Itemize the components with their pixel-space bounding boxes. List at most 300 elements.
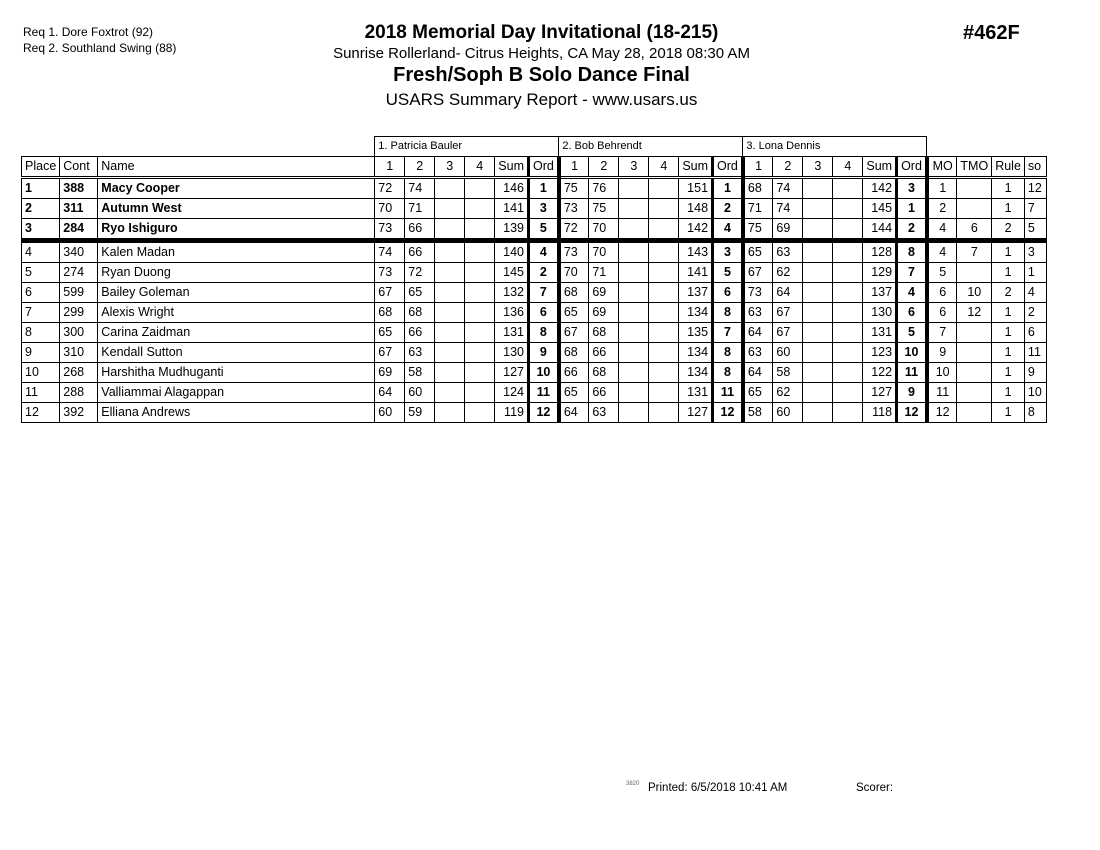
ordinal-cell: 6 [897,303,927,323]
sum-cell: 141 [495,199,529,219]
ordinal-cell: 6 [528,303,558,323]
col-so: so [1024,157,1046,178]
mo-cell: 4 [927,241,957,263]
venue-date: Sunrise Rollerland- Citrus Heights, CA May 28, 2018 08:30 AM [333,45,750,62]
rule-cell: 1 [992,263,1025,283]
contestant-number-cell: 310 [60,343,98,363]
sum-cell: 123 [863,343,897,363]
sum-cell: 127 [863,383,897,403]
score-cell [465,283,495,303]
event-title: Fresh/Soph B Solo Dance Final [393,64,690,86]
sum-cell: 130 [863,303,897,323]
score-cell [619,263,649,283]
score-cell [649,283,679,303]
rule-cell: 1 [992,303,1025,323]
col-judge2-ord: Ord [713,157,743,178]
score-cell: 72 [559,219,589,241]
score-cell [619,343,649,363]
table-row [22,199,1047,219]
ordinal-cell: 7 [528,283,558,303]
sum-cell: 134 [679,363,713,383]
score-cell [619,303,649,323]
sum-cell: 144 [863,219,897,241]
so-cell: 9 [1024,363,1046,383]
sum-cell: 131 [679,383,713,403]
score-cell: 65 [559,383,589,403]
score-cell [619,199,649,219]
score-cell: 59 [405,403,435,423]
sum-cell: 119 [495,403,529,423]
contestant-number-cell: 268 [60,363,98,383]
so-cell: 11 [1024,343,1046,363]
ordinal-cell: 4 [713,219,743,241]
skater-name-cell: Kalen Madan [98,241,375,263]
score-cell: 62 [773,383,803,403]
score-cell: 68 [375,303,405,323]
col-judge1-1: 1 [375,157,405,178]
ordinal-cell: 12 [528,403,558,423]
score-cell: 69 [375,363,405,383]
tmo-cell [957,403,992,423]
place-cell: 4 [22,241,60,263]
col-judge2-1: 1 [559,157,589,178]
score-cell [465,403,495,423]
score-cell [649,263,679,283]
score-cell: 73 [559,241,589,263]
contestant-number-cell: 311 [60,199,98,219]
sum-cell: 134 [679,343,713,363]
ordinal-cell: 9 [897,383,927,403]
score-cell [465,383,495,403]
ordinal-cell: 12 [897,403,927,423]
sum-cell: 129 [863,263,897,283]
sum-cell: 145 [495,263,529,283]
skater-name-cell: Macy Cooper [98,178,375,199]
score-cell [649,343,679,363]
ordinal-cell: 5 [713,263,743,283]
score-cell: 68 [743,178,773,199]
score-cell: 67 [375,283,405,303]
place-cell: 11 [22,383,60,403]
score-cell: 65 [743,383,773,403]
score-cell [833,241,863,263]
score-cell [435,178,465,199]
rule-cell: 1 [992,241,1025,263]
score-cell: 71 [743,199,773,219]
col-judge2-sum: Sum [679,157,713,178]
score-cell: 70 [375,199,405,219]
sum-cell: 135 [679,323,713,343]
score-cell [803,303,833,323]
sum-cell: 127 [495,363,529,383]
score-cell: 66 [559,363,589,383]
table-row [22,178,1047,199]
score-cell: 69 [589,283,619,303]
ordinal-cell: 2 [713,199,743,219]
sum-cell: 137 [679,283,713,303]
col-judge2-4: 4 [649,157,679,178]
contestant-number-cell: 340 [60,241,98,263]
score-cell [833,283,863,303]
ordinal-cell: 3 [528,199,558,219]
ordinal-cell: 4 [528,241,558,263]
score-cell: 67 [773,303,803,323]
rule-cell: 1 [992,199,1025,219]
skater-name-cell: Valliammai Alagappan [98,383,375,403]
score-cell [465,199,495,219]
col-judge3-2: 2 [773,157,803,178]
score-cell [435,323,465,343]
score-cell [619,323,649,343]
place-cell: 2 [22,199,60,219]
skater-name-cell: Ryo Ishiguro [98,219,375,241]
table-row [22,263,1047,283]
ordinal-cell: 11 [713,383,743,403]
score-cell: 63 [743,303,773,323]
score-cell: 66 [405,219,435,241]
score-cell: 64 [743,363,773,383]
sum-cell: 151 [679,178,713,199]
ordinal-cell: 11 [897,363,927,383]
col-judge3-4: 4 [833,157,863,178]
score-cell: 60 [773,343,803,363]
score-cell [435,219,465,241]
score-cell: 74 [773,199,803,219]
score-cell [803,263,833,283]
score-cell [833,178,863,199]
rule-cell: 1 [992,403,1025,423]
score-cell: 67 [743,263,773,283]
so-cell: 5 [1024,219,1046,241]
score-cell [435,363,465,383]
col-judge2-2: 2 [589,157,619,178]
table-row [22,363,1047,383]
sum-cell: 131 [863,323,897,343]
so-cell: 10 [1024,383,1046,403]
score-cell [619,363,649,383]
rule-cell: 1 [992,178,1025,199]
ordinal-cell: 2 [897,219,927,241]
contestant-number-cell: 284 [60,219,98,241]
score-cell [803,363,833,383]
ordinal-cell: 7 [713,323,743,343]
score-cell [649,383,679,403]
mo-cell: 6 [927,283,957,303]
score-cell [833,383,863,403]
score-cell [649,403,679,423]
mo-cell: 10 [927,363,957,383]
skater-name-cell: Carina Zaidman [98,323,375,343]
score-cell: 60 [405,383,435,403]
sum-cell: 136 [495,303,529,323]
table-row [22,219,1047,241]
mo-cell: 1 [927,178,957,199]
table-row [22,343,1047,363]
col-mo: MO [927,157,957,178]
sum-cell: 139 [495,219,529,241]
col-judge2-3: 3 [619,157,649,178]
score-cell [803,219,833,241]
tmo-cell: 6 [957,219,992,241]
ordinal-cell: 8 [897,241,927,263]
sum-cell: 142 [679,219,713,241]
score-cell: 65 [375,323,405,343]
table-row [22,323,1047,343]
ordinal-cell: 10 [528,363,558,383]
ordinal-cell: 2 [528,263,558,283]
ordinal-cell: 9 [528,343,558,363]
mo-cell: 5 [927,263,957,283]
table-row [22,241,1047,263]
col-judge3-sum: Sum [863,157,897,178]
sum-cell: 141 [679,263,713,283]
col-rule: Rule [992,157,1025,178]
score-cell: 67 [559,323,589,343]
ordinal-cell: 5 [897,323,927,343]
skater-name-cell: Kendall Sutton [98,343,375,363]
mo-cell: 9 [927,343,957,363]
score-cell [803,403,833,423]
sum-cell: 128 [863,241,897,263]
score-cell: 72 [375,178,405,199]
ordinal-cell: 11 [528,383,558,403]
score-cell [435,343,465,363]
so-cell: 4 [1024,283,1046,303]
score-cell: 70 [559,263,589,283]
tmo-cell [957,199,992,219]
rule-cell: 2 [992,219,1025,241]
scorer-label: Scorer: [856,782,894,794]
ordinal-cell: 3 [713,241,743,263]
score-cell [803,343,833,363]
ordinal-cell: 3 [897,178,927,199]
so-cell: 3 [1024,241,1046,263]
score-cell: 62 [773,263,803,283]
score-cell [465,323,495,343]
contestant-number-cell: 388 [60,178,98,199]
ordinal-cell: 4 [897,283,927,303]
score-cell: 66 [589,343,619,363]
score-cell [619,219,649,241]
score-cell: 66 [589,383,619,403]
sum-cell: 148 [679,199,713,219]
score-cell: 74 [773,178,803,199]
score-cell: 58 [405,363,435,383]
score-cell [435,241,465,263]
score-cell [649,323,679,343]
score-cell [649,178,679,199]
col-judge1-3: 3 [435,157,465,178]
score-cell [833,343,863,363]
score-cell: 71 [589,263,619,283]
place-cell: 12 [22,403,60,423]
col-judge3-1: 1 [743,157,773,178]
col-judge3-3: 3 [803,157,833,178]
score-cell [465,303,495,323]
rule-cell: 2 [992,283,1025,303]
so-cell: 2 [1024,303,1046,323]
so-cell: 7 [1024,199,1046,219]
tmo-cell [957,343,992,363]
so-cell: 12 [1024,178,1046,199]
judge-2: 2. Bob Behrendt [559,137,743,157]
score-cell: 68 [405,303,435,323]
score-cell: 68 [559,343,589,363]
score-cell [465,178,495,199]
score-cell: 75 [743,219,773,241]
score-cell: 64 [773,283,803,303]
sum-cell: 127 [679,403,713,423]
place-cell: 5 [22,263,60,283]
score-cell: 64 [743,323,773,343]
score-cell: 63 [773,241,803,263]
score-cell: 60 [375,403,405,423]
score-cell: 73 [559,199,589,219]
score-cell: 76 [589,178,619,199]
sum-cell: 130 [495,343,529,363]
col-tmo: TMO [957,157,992,178]
judge-1: 1. Patricia Bauler [375,137,559,157]
ordinal-cell: 10 [897,343,927,363]
sum-cell: 131 [495,323,529,343]
score-cell: 71 [405,199,435,219]
score-cell: 64 [375,383,405,403]
score-cell: 75 [559,178,589,199]
score-cell: 73 [375,219,405,241]
col-judge1-4: 4 [465,157,495,178]
score-cell [833,219,863,241]
table-row [22,383,1047,403]
so-cell: 8 [1024,403,1046,423]
mo-cell: 7 [927,323,957,343]
score-cell: 60 [773,403,803,423]
score-cell [465,363,495,383]
contestant-number-cell: 392 [60,403,98,423]
score-cell: 68 [589,323,619,343]
score-cell [833,303,863,323]
col-judge3-ord: Ord [897,157,927,178]
ordinal-cell: 1 [897,199,927,219]
score-cell [649,219,679,241]
place-cell: 9 [22,343,60,363]
score-cell: 65 [743,241,773,263]
score-cell [465,343,495,363]
place-cell: 3 [22,219,60,241]
score-cell: 73 [743,283,773,303]
score-cell: 58 [773,363,803,383]
contestant-number-cell: 599 [60,283,98,303]
score-cell: 74 [375,241,405,263]
sum-cell: 142 [863,178,897,199]
score-cell [435,199,465,219]
rule-cell: 1 [992,363,1025,383]
table-row [22,283,1047,303]
score-cell [649,241,679,263]
judges-row [22,137,1047,157]
score-cell [619,241,649,263]
table-row [22,403,1047,423]
mo-cell: 6 [927,303,957,323]
skater-name-cell: Harshitha Mudhuganti [98,363,375,383]
results-table [21,136,1047,423]
ordinal-cell: 5 [528,219,558,241]
score-cell [649,363,679,383]
col-judge1-2: 2 [405,157,435,178]
score-cell: 63 [743,343,773,363]
score-cell [465,219,495,241]
score-cell: 70 [589,241,619,263]
score-cell [435,283,465,303]
so-cell: 1 [1024,263,1046,283]
score-cell [435,383,465,403]
score-cell [619,403,649,423]
score-cell: 75 [589,199,619,219]
sum-cell: 137 [863,283,897,303]
skater-name-cell: Alexis Wright [98,303,375,323]
competition-title: 2018 Memorial Day Invitational (18-215) [364,22,719,43]
skater-name-cell: Ryan Duong [98,263,375,283]
score-cell: 58 [743,403,773,423]
ordinal-cell: 1 [713,178,743,199]
score-cell [833,363,863,383]
score-cell [833,403,863,423]
rule-cell: 1 [992,323,1025,343]
col-place: Place [22,157,60,178]
contestant-number-cell: 299 [60,303,98,323]
mo-cell: 12 [927,403,957,423]
sum-cell: 118 [863,403,897,423]
col-judge1-sum: Sum [495,157,529,178]
sum-cell: 143 [679,241,713,263]
score-cell [619,178,649,199]
mo-cell: 2 [927,199,957,219]
ordinal-cell: 7 [897,263,927,283]
event-number: #462F [963,22,1020,44]
score-cell [465,263,495,283]
ordinal-cell: 8 [713,343,743,363]
tmo-cell [957,263,992,283]
score-cell [803,383,833,403]
sum-cell: 122 [863,363,897,383]
skater-name-cell: Elliana Andrews [98,403,375,423]
sum-cell: 124 [495,383,529,403]
score-cell [435,303,465,323]
column-header-row [22,157,1047,178]
contestant-number-cell: 274 [60,263,98,283]
place-cell: 7 [22,303,60,323]
score-cell: 67 [375,343,405,363]
sum-cell: 132 [495,283,529,303]
score-cell: 67 [773,323,803,343]
score-cell: 70 [589,219,619,241]
ordinal-cell: 8 [713,303,743,323]
score-cell: 66 [405,323,435,343]
score-cell [833,199,863,219]
col-cont: Cont [60,157,98,178]
place-cell: 1 [22,178,60,199]
score-cell: 66 [405,241,435,263]
score-cell: 72 [405,263,435,283]
skater-name-cell: Autumn West [98,199,375,219]
score-cell: 68 [559,283,589,303]
requirement-1: Req 1. Dore Foxtrot (92) [23,25,154,39]
contestant-number-cell: 300 [60,323,98,343]
score-cell: 63 [589,403,619,423]
score-cell [435,403,465,423]
score-cell [803,199,833,219]
ordinal-cell: 6 [713,283,743,303]
col-name: Name [98,157,375,178]
